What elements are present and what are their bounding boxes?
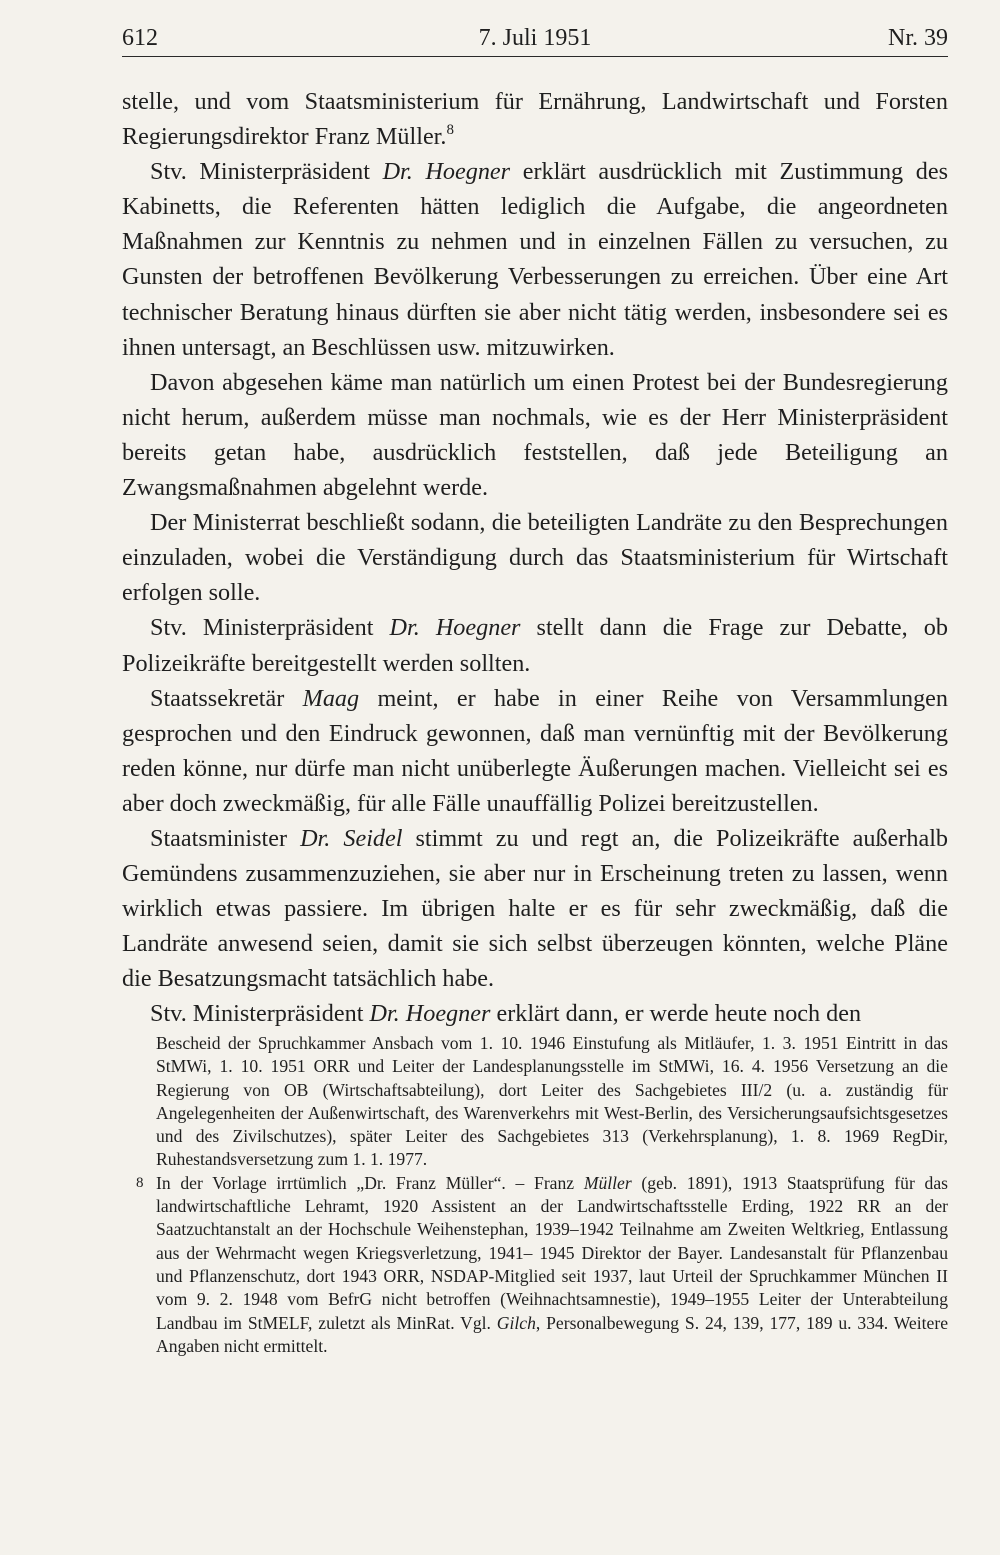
paragraph (122, 610, 948, 680)
page-number: 612 (122, 25, 158, 51)
text-run: stellt dann die Frage zur Debatte, ob Polizeikräfte bereitgestellt werden sollten. (122, 614, 948, 677)
paragraph (122, 821, 948, 996)
text-run: Stv. Ministerpräsident (150, 614, 390, 642)
text-run: meint, er habe in einer Reihe von Versammlungen gesprochen und den Eindruck gewonnen, daß man vernünftig mit der Bevölkerung reden könne, nur dürfe man nicht unüberlegte Äußerungen machen. Vielleicht sei es aber doch zweckmäßig, für alle Fälle unauffällig Polizei bereitzustellen. (122, 684, 948, 817)
footnote-7-continued: Bescheid der Spruchkammer Ansbach vom 1. 10. 1946 Einstufung als Mitläufer, 1. 3. 1951 Eintritt in das StMWi, 1. 10. 1951 ORR und Leiter der Landesplanungsstelle im StMWi, 16. 4. 1956 Versetzung an die Regierung von OB (Wirtschaftsabteilung), dort Leiter des Sachgebietes III/2 (u. a. zuständig für Angelegenheiten der Außenwirtschaft, des Warenverkehrs mit West-Berlin, des Versicherungsaufsichtsgesetzes und des Zivilschutzes), später Leiter des Sachgebietes 313 (Verkehrsplanung), 1. 8. 1969 RegDir, Ruhestandsversetzung zum 1. 1. 1977. (156, 1033, 948, 1170)
text-run: (geb. 1891), 1913 Staatsprüfung für das landwirtschaftliche Lehramt, 1920 Assistent an der Landwirtschaftsstelle Erding, 1922 RR an der Saatzuchtanstalt an der Hochschule Weihenstephan, 1939–1942 Teilnahme am Zweiten Weltkrieg, Entlassung aus der Wehrmacht wegen Kriegsverletzung, 1941– 1945 Direktor der Bayer. Landesanstalt für Pflanzenbau und Pflanzenschutz, dort 1943 ORR, NSDAP-Mitglied seit 1937, laut Urteil der Spruchkammer München II vom 9. 2. 1948 vom BefrG nicht betroffen (Weihnachtsamnestie), 1949–1955 Leiter der Unterabteilung Landbau im StMELF, zuletzt als MinRat. Vgl. (156, 1172, 948, 1333)
paragraph (122, 681, 948, 821)
text-run: erklärt dann, er werde heute noch den (490, 1000, 862, 1028)
footnotes (122, 1032, 948, 1358)
footnote-8 (122, 1172, 948, 1358)
paragraph (122, 996, 948, 1031)
text-run: stimmt zu und regt an, die Polizeikräfte außerhalb Gemündens zusammenzuziehen, sie aber nur in Erscheinung treten zu lassen, wenn wirklich etwas passiere. Im übrigen halte er es für sehr zweckmäßig, daß die Landräte anwesend seien, damit sie sich selbst überzeugen könnten, welche Pläne die Besatzungsmacht tatsächlich habe. (122, 824, 949, 993)
paragraph (122, 154, 948, 365)
issue-number: Nr. 39 (888, 25, 948, 51)
text-run: In der Vorlage irrtümlich „Dr. Franz Müller“. – Franz (156, 1172, 584, 1193)
paragraph (122, 84, 948, 154)
person-name: Dr. Hoegner (389, 614, 521, 642)
text-run: Davon abgesehen käme man natürlich um einen Protest bei der Bundesregierung nicht herum, außerdem müsse man nochmals, wie es der Herr Ministerpräsident bereits getan habe, ausdrücklich feststellen, daß jede Beteiligung an Zwangsmaßnahmen abgelehnt werde. (122, 368, 948, 502)
footnote-number: 8 (136, 1174, 144, 1191)
text-run: Stv. Ministerpräsident (150, 158, 383, 186)
footnote-ref: 8 (446, 122, 454, 139)
text-run: erklärt ausdrücklich mit Zustimmung des Kabinetts, die Referenten hätten lediglich die Aufgabe, die angeordneten Maßnahmen zur Kenntnis zu nehmen und in einzelnen Fällen zu versuchen, zu Gunsten der betroffenen Bevölkerung Verbesserungen zu erreichen. Über eine Art technischer Beratung hinaus dürften sie aber nicht tätig werden, insbesondere sei es ihnen untersagt, an Beschlüssen usw. mitzuwirken. (122, 158, 948, 361)
text-run: stelle, und vom Staatsministerium für Ernährung, Landwirtschaft und Forsten Regierungsdirektor Franz Müller. (122, 88, 948, 151)
person-name: Dr. Hoegner (382, 158, 511, 186)
text-run: Stv. Ministerpräsident (150, 1000, 370, 1028)
text-run: Staatsminister (150, 824, 301, 852)
person-name: Müller (583, 1172, 632, 1193)
text-run: Staatssekretär (150, 684, 303, 712)
text-run: , Personalbewegung S. 24, 139, 177, 189 u. 334. Weitere Angaben nicht ermittelt. (156, 1312, 948, 1356)
author-name: Gilch (496, 1312, 536, 1333)
person-name: Dr. Seidel (300, 824, 403, 852)
person-name: Maag (302, 684, 360, 712)
header-date: 7. Juli 1951 (478, 25, 592, 51)
person-name: Dr. Hoegner (369, 1000, 491, 1028)
text-run: Der Ministerrat beschließt sodann, die beteiligten Landräte zu den Besprechungen einzuladen, wobei die Verständigung durch das Staatsministerium für Wirtschaft erfolgen solle. (122, 509, 948, 607)
running-header (122, 22, 948, 54)
paragraph (122, 505, 948, 610)
main-text (122, 84, 948, 1032)
header-rule (122, 56, 948, 57)
paragraph (122, 365, 948, 505)
